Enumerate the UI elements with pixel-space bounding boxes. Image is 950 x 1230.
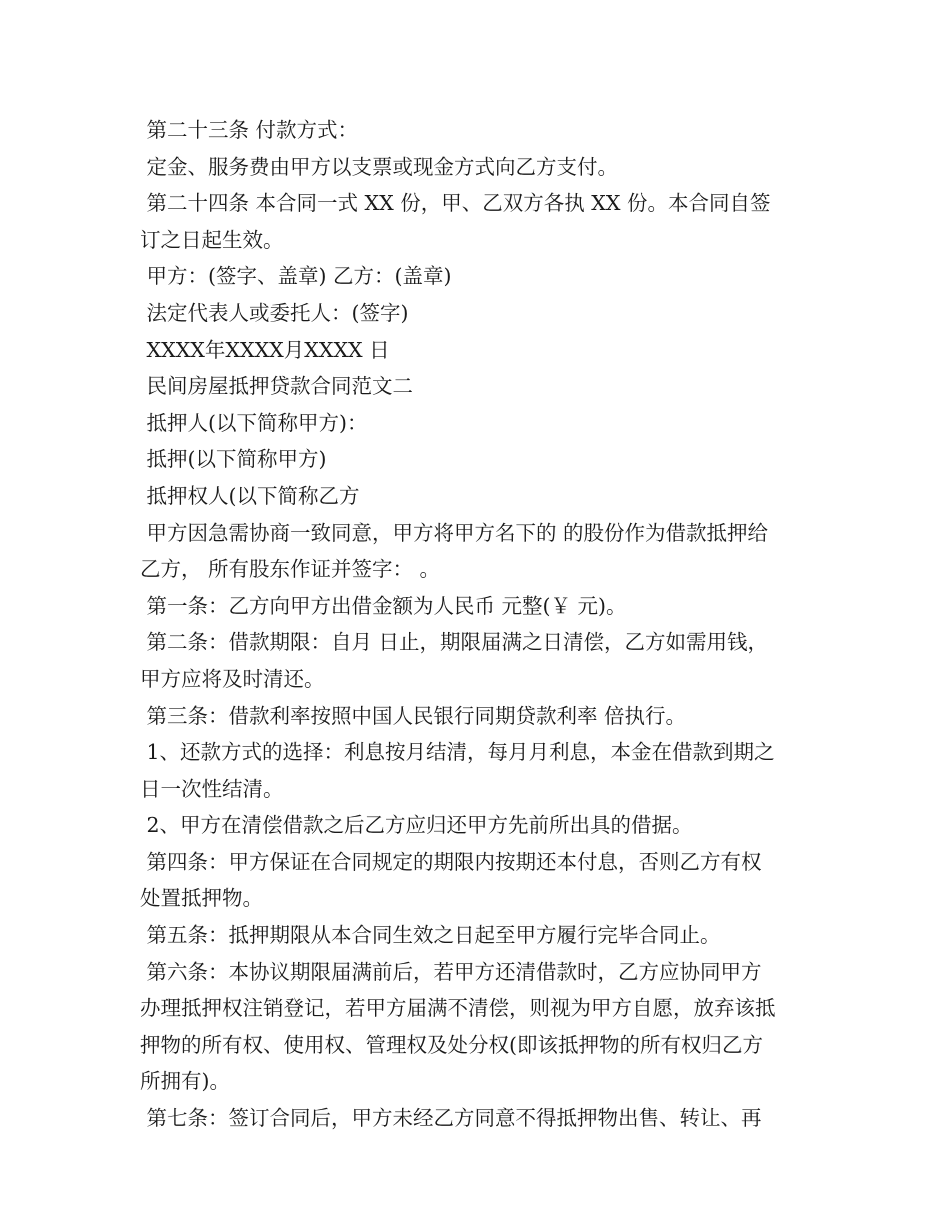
- article-5-text: 第五条：抵押期限从本合同生效之日起至甲方履行完毕合同止。: [140, 923, 721, 948]
- date-line: XXXX年XXXX月XXXX 日: [140, 337, 390, 362]
- signature-party-line: 甲方：(签字、盖章) 乙方：(盖章): [140, 264, 452, 289]
- article-4-text-continued: 处置抵押物。: [140, 886, 263, 911]
- legal-representative-line: 法定代表人或委托人：(签字): [140, 300, 409, 325]
- repayment-item-1: 1、还款方式的选择：利息按月结清，每月月利息，本金在借款到期之: [140, 740, 775, 765]
- article-6-text: 第六条：本协议期限届满前后，若甲方还清借款时，乙方应协同甲方: [140, 959, 762, 984]
- article-6-text-line-4: 所拥有)。: [140, 1069, 230, 1094]
- article-3-text: 第三条：借款利率按照中国人民银行同期贷款利率 倍执行。: [140, 703, 687, 728]
- article-6-text-line-3: 押物的所有权、使用权、管理权及处分权(即该抵押物的所有权归乙方: [140, 1032, 763, 1057]
- clause-23-heading: 第二十三条 付款方式：: [140, 118, 359, 142]
- preamble-text-continued: 乙方， 所有股东作证并签字： 。: [140, 557, 441, 582]
- repayment-item-1-continued: 日一次性结清。: [140, 776, 284, 801]
- mortgagee-line: 抵押权人(以下简称乙方: [140, 483, 360, 508]
- article-2-text-continued: 甲方应将及时清还。: [140, 666, 325, 691]
- article-6-text-line-2: 办理抵押权注销登记，若甲方届满不清偿，则视为甲方自愿，放弃该抵: [140, 996, 776, 1021]
- mortgagor-line: 抵押人(以下简称甲方)：: [140, 410, 368, 435]
- article-7-text: 第七条：签订合同后，甲方未经乙方同意不得抵押物出售、转让、再: [140, 1106, 762, 1131]
- mortgage-line: 抵押(以下简称甲方): [140, 447, 327, 472]
- article-1-text: 第一条：乙方向甲方出借金额为人民币 元整(￥ 元)。: [140, 593, 627, 618]
- article-4-text: 第四条：甲方保证在合同规定的期限内按期还本付息，否则乙方有权: [140, 849, 762, 874]
- clause-24-text-continued: 订之日起生效。: [140, 227, 284, 252]
- preamble-text: 甲方因急需协商一致同意，甲方将甲方名下的 的股份作为借款抵押给: [140, 520, 769, 545]
- article-2-text: 第二条：借款期限：自月 日止，期限届满之日清偿，乙方如需用钱，: [140, 630, 769, 655]
- repayment-item-2: 2、甲方在清偿借款之后乙方应归还甲方先前所出具的借据。: [140, 813, 693, 838]
- clause-24-text: 第二十四条 本合同一式 XX 份，甲、乙双方各执 XX 份。本合同自签: [140, 191, 771, 216]
- contract-title-two: 民间房屋抵押贷款合同范文二: [140, 374, 414, 399]
- document-page: [140, 112, 820, 1137]
- payment-method-text: 定金、服务费由甲方以支票或现金方式向乙方支付。: [140, 154, 619, 179]
